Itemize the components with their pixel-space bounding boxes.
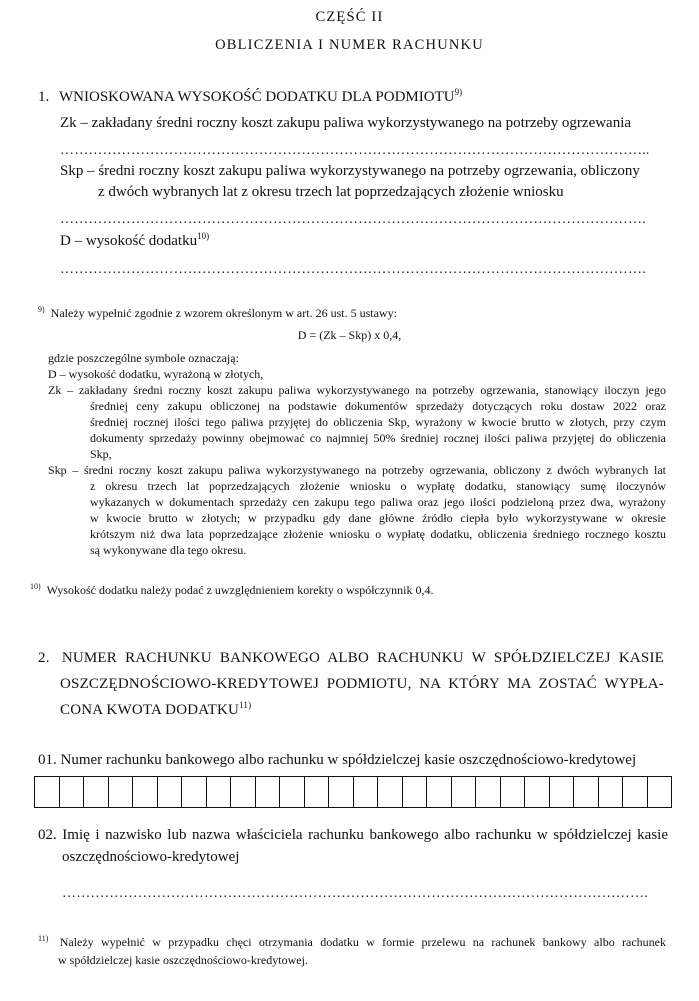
zk-def-line: Skp,	[90, 447, 112, 461]
skp-input-line[interactable]: …………………………………………………………………………………………………………….	[60, 212, 646, 227]
account-digit-box[interactable]	[256, 777, 281, 807]
account-digit-box[interactable]	[427, 777, 452, 807]
skp-def-line: z okresu trzech lat poprzedzających złożenie wniosku o wypłatę dodatku, stanowiący sumę iloczynów	[90, 479, 666, 493]
footnote9-intro: Należy wypełnić zgodnie z wzorem określonym w art. 26 ust. 5 ustawy:	[50, 306, 397, 320]
account-digit-box[interactable]	[623, 777, 648, 807]
section1-heading	[38, 88, 462, 107]
account-digit-box[interactable]	[35, 777, 60, 807]
account-digit-box[interactable]	[403, 777, 428, 807]
section2-title-line	[38, 645, 664, 671]
account-digit-box[interactable]	[207, 777, 232, 807]
account-digit-box[interactable]	[305, 777, 330, 807]
footnote9-skp-definition	[48, 462, 666, 558]
section1-number: 1.	[38, 89, 50, 105]
section2-number: 2.	[38, 650, 50, 666]
footnote11-line2: w spółdzielczej kasie oszczędnościowo-kredytowej.	[58, 953, 308, 967]
section2-title-line3-text: CONA KWOTA DODATKU	[60, 702, 240, 718]
account-digit-box[interactable]	[158, 777, 183, 807]
account-digit-box[interactable]	[60, 777, 85, 807]
footnote9-zk-definition	[48, 382, 666, 462]
account-number-boxes[interactable]	[34, 776, 672, 808]
account-digit-box[interactable]	[133, 777, 158, 807]
footnote9-formula: D = (Zk – Skp) x 0,4,	[297, 328, 402, 342]
account-digit-box[interactable]	[109, 777, 134, 807]
page-title: OBLICZENIA I NUMER RACHUNKU	[215, 37, 484, 53]
zk-def-line: dokumenty sprzedaży powinny obejmować co najmniej 50% średniej rocznej ilości paliwa przyjętej do obliczenia	[90, 431, 666, 445]
account-digit-box[interactable]	[574, 777, 599, 807]
footnote10	[30, 582, 434, 598]
account-digit-box[interactable]	[550, 777, 575, 807]
section2-title-line3	[60, 697, 664, 723]
section1-footnote-ref: 9)	[454, 87, 463, 97]
field01-label: 01. Numer rachunku bankowego albo rachunku w spółdzielczej kasie oszczędnościowo-kredytowej	[38, 752, 637, 768]
account-digit-box[interactable]	[354, 777, 379, 807]
zk-def-line: Zk – zakładany średni roczny koszt zakupu paliwa wykorzystywanego na potrzeby ogrzewania, stanowiący iloczyn jego	[48, 383, 666, 397]
account-digit-box[interactable]	[378, 777, 403, 807]
field02-label-line2: oszczędnościowo-kredytowej	[62, 849, 240, 865]
skp-def-line: wykazanych w dokumentach sprzedaży cen zakupu tego paliwa oraz jego ilości podzieloną przez dwa, wyrażony	[90, 495, 666, 509]
footnote10-ref: 10)	[30, 582, 41, 591]
account-digit-box[interactable]	[501, 777, 526, 807]
skp-def-line: w kwocie brutto w złotych; w przypadku gdy dane główne źródło ciepła było wykorzystywane w okresie	[90, 511, 666, 525]
d-footnote-ref: 10)	[197, 231, 210, 241]
footnote9-intro-row	[38, 305, 397, 321]
account-digit-box[interactable]	[329, 777, 354, 807]
skp-def-line: krótszym niż dwa lata poprzedzające złożenie wniosku o wypłatę dodatku, obliczenia średniego rocznego kosztu	[90, 527, 666, 541]
section2-title-line2: OSZCZĘDNOŚCIOWO-KREDYTOWEJ PODMIOTU, NA KTÓRY MA ZOSTAĆ WYPŁA-	[60, 676, 664, 692]
account-digit-box[interactable]	[84, 777, 109, 807]
skp-label-line2: z dwóch wybranych lat z okresu trzech lat poprzedzających złożenie wniosku	[98, 184, 564, 200]
zk-def-line: średniej rocznej ilości tego paliwa przyjętej do obliczenia Skp, wyrażony w kwocie brutto w złotych, przy czym	[90, 415, 666, 429]
footnote9-ref: 9)	[38, 305, 45, 314]
section2-title-line1: NUMER RACHUNKU BANKOWEGO ALBO RACHUNKU W SPÓŁDZIELCZEJ KASIE	[61, 650, 665, 666]
skp-def-line: są wykonywane dla tego okresu.	[90, 543, 247, 557]
account-digit-box[interactable]	[452, 777, 477, 807]
field02-label-line1: 02. Imię i nazwisko lub nazwa właściciela rachunku bankowego albo rachunku w spółdzielczej kasie	[38, 827, 668, 843]
d-input-line[interactable]: …………………………………………………………………………………………………………….	[60, 262, 646, 277]
footnote9-d-definition: D – wysokość dodatku, wyrażoną w złotych,	[48, 367, 264, 381]
footnote11-line1-text: Należy wypełnić w przypadku chęci otrzymania dodatku w formie przelewu na rachunek bankowy albo rachunek	[59, 935, 666, 949]
footnote11-ref: 11)	[38, 934, 49, 943]
zk-def-line: średniej ceny zakupu obliczonej na podstawie dokumentów sprzedaży dotyczących roku dostaw 2022 oraz	[90, 399, 666, 413]
account-digit-box[interactable]	[525, 777, 550, 807]
zk-input-line[interactable]: ……………………………………………………………………………………………………………..	[60, 143, 650, 158]
skp-label-line1: Skp – średni roczny koszt zakupu paliwa wykorzystywanego na potrzeby ogrzewania, obliczony	[60, 163, 640, 179]
section2-footnote-ref: 11)	[239, 700, 252, 710]
account-digit-box[interactable]	[476, 777, 501, 807]
account-digit-box[interactable]	[231, 777, 256, 807]
field02-label	[38, 826, 668, 867]
footnote9-where: gdzie poszczególne symbole oznaczają:	[48, 351, 239, 365]
account-digit-box[interactable]	[599, 777, 624, 807]
footnote11	[38, 934, 666, 968]
footnote11-line1	[38, 934, 666, 950]
account-digit-box[interactable]	[182, 777, 207, 807]
section1-title: WNIOSKOWANA WYSOKOŚĆ DODATKU DLA PODMIOTU	[59, 89, 455, 105]
field02-input-line[interactable]: …………………………………………………………………………………………………………….	[62, 886, 648, 901]
section2-heading	[38, 645, 664, 723]
account-digit-box[interactable]	[280, 777, 305, 807]
skp-def-line: Skp – średni roczny koszt zakupu paliwa wykorzystywanego na potrzeby ogrzewania, obliczony z dwóch wybranych lat	[48, 463, 666, 477]
d-label: D – wysokość dodatku	[60, 233, 198, 249]
part-heading: CZĘŚĆ II	[315, 9, 384, 25]
zk-label: Zk – zakładany średni roczny koszt zakupu paliwa wykorzystywanego na potrzeby ogrzewania	[60, 115, 632, 131]
footnote10-text: Wysokość dodatku należy podać z uwzględnieniem korekty o współczynnik 0,4.	[46, 583, 434, 597]
account-digit-box[interactable]	[648, 777, 672, 807]
d-label-row	[60, 232, 209, 251]
